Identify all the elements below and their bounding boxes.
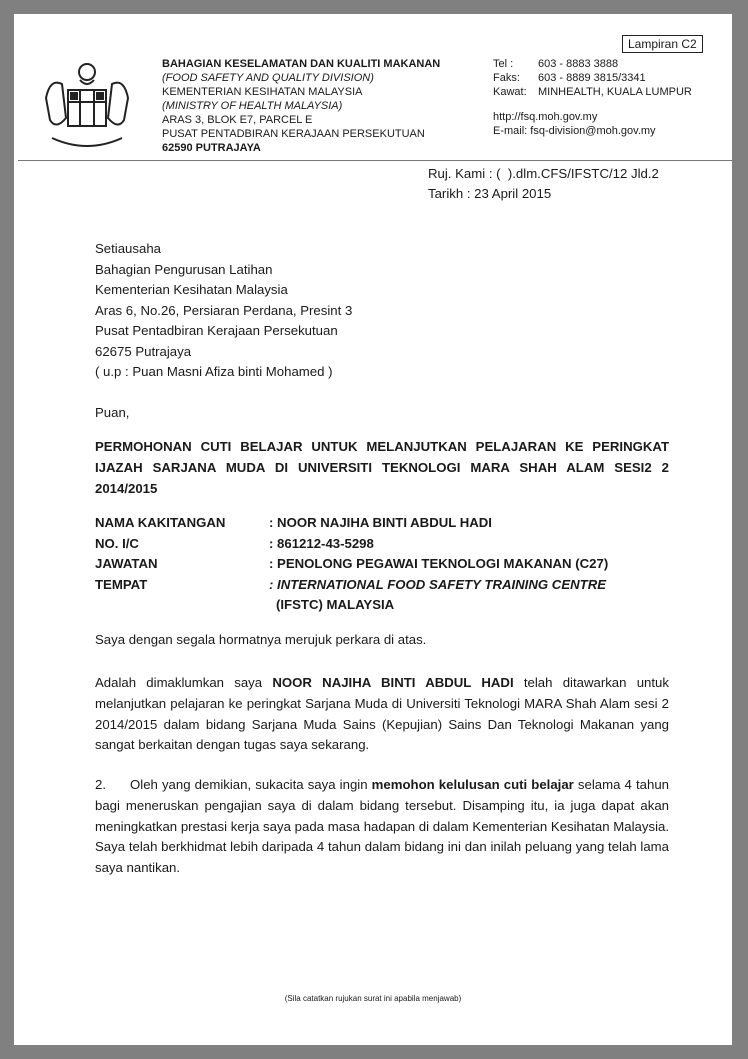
letter-page	[14, 14, 732, 1045]
letter-date: Tarikh : 23 April 2015	[428, 186, 552, 201]
recipient-line: Bahagian Pengurusan Latihan	[95, 261, 273, 277]
recipient-line: Setiausaha	[95, 241, 161, 256]
reference-number: Ruj. Kami : ( ).dlm.CFS/IFSTC/12 Jld.2	[428, 166, 659, 181]
malaysia-coat-of-arms-logo	[40, 58, 134, 154]
header-divider	[18, 160, 732, 161]
subject-heading: PERMOHONAN CUTI BELAJAR UNTUK MELANJUTKAN PELAJARAN KE PERINGKAT IJAZAH SARJANA MUDA DI UNIVERSITI TEKNOLOGI MARA SHAH ALAM SESI2 2 2014/2015	[95, 439, 669, 496]
email: E-mail: fsq-division@moh.gov.my	[493, 125, 656, 137]
paragraph-1: Saya dengan segala hormatnya merujuk perkara di atas.	[95, 632, 427, 647]
salutation: Puan,	[95, 405, 130, 420]
cable-value: MINHEALTH, KUALA LUMPUR	[538, 86, 692, 98]
field-label: JAWATAN	[95, 556, 158, 571]
staff-name: NOOR NAJIHA BINTI ABDUL HADI	[272, 675, 514, 690]
recipient-line: Pusat Pentadbiran Kerajaan Persekutuan	[95, 323, 338, 338]
ministry-name-en: (MINISTRY OF HEALTH MALAYSIA)	[162, 100, 343, 112]
recipient-attention: ( u.p : Puan Masni Afiza binti Mohamed )	[95, 364, 333, 379]
attachment-label: Lampiran C2	[622, 35, 703, 53]
paragraph-3: 2. Oleh yang demikian, sukacita saya ingin memohon kelulusan cuti belajar selama 4 tahun bagi meneruskan pengajian saya di dalam bidang tersebut. Disamping itu, ia juga dapat akan meningkatkan prestasi kerja saya pada masa hadapan di dalam Kementerian Kesihatan Malaysia. Saya telah berkhidmat lebih daripada 4 tahun dalam bidang ini dan inilah peluang yang telah lama saya nantikan.	[95, 777, 669, 876]
field-value: : PENOLONG PEGAWAI TEKNOLOGI MAKANAN (C27)	[269, 556, 609, 571]
field-label: NAMA KAKITANGAN	[95, 515, 226, 530]
field-label: TEMPAT	[95, 576, 148, 592]
division-name: BAHAGIAN KESELAMATAN DAN KUALITI MAKANAN	[162, 58, 441, 70]
paragraph-2: Adalah dimaklumkan saya NOOR NAJIHA BINTI ABDUL HADI telah ditawarkan untuk melanjutkan pelajaran ke peringkat Sarjana Muda di Universiti Teknologi MARA Shah Alam sesi 2 2014/2015 dalam bidang Sarjana Muda Sains (Kepujian) Sains Dan Teknologi Makanan yang sangat berkaitan dengan tugas saya sekarang.	[95, 675, 669, 753]
field-row	[95, 534, 374, 555]
field-value: : INTERNATIONAL FOOD SAFETY TRAINING CENTRE	[269, 576, 607, 592]
address-postcode: 62590 PUTRAJAYA	[162, 142, 261, 154]
field-row	[95, 554, 608, 575]
recipient-line: 62675 Putrajaya	[95, 343, 192, 359]
fax-label: Faks:	[493, 72, 520, 84]
address-line: ARAS 3, BLOK E7, PARCEL E	[162, 114, 313, 126]
field-value-cont: (IFSTC) MALAYSIA	[276, 597, 395, 612]
field-value: : NOOR NAJIHA BINTI ABDUL HADI	[269, 515, 492, 530]
recipient-line: Kementerian Kesihatan Malaysia	[95, 282, 288, 297]
tel-value: 603 - 8883 3888	[538, 58, 619, 70]
field-label: NO. I/C	[95, 535, 139, 551]
cable-label: Kawat:	[493, 86, 527, 98]
footer-note: (Sila catatkan rujukan surat ini apabila menjawab)	[284, 994, 462, 1003]
website: http://fsq.moh.gov.my	[493, 111, 598, 123]
field-row	[95, 513, 492, 534]
address-line: PUSAT PENTADBIRAN KERAJAAN PERSEKUTUAN	[162, 128, 425, 140]
fax-value: 603 - 8889 3815/3341	[538, 72, 646, 84]
field-row	[95, 575, 606, 596]
division-name-en: (FOOD SAFETY AND QUALITY DIVISION)	[162, 72, 374, 84]
tel-label: Tel :	[493, 58, 514, 70]
recipient-line: Aras 6, No.26, Persiaran Perdana, Presint 3	[95, 302, 353, 318]
request-highlight: memohon kelulusan cuti belajar	[371, 777, 574, 792]
field-value: : 861212-43-5298	[269, 535, 374, 551]
ministry-name: KEMENTERIAN KESIHATAN MALAYSIA	[162, 86, 363, 98]
